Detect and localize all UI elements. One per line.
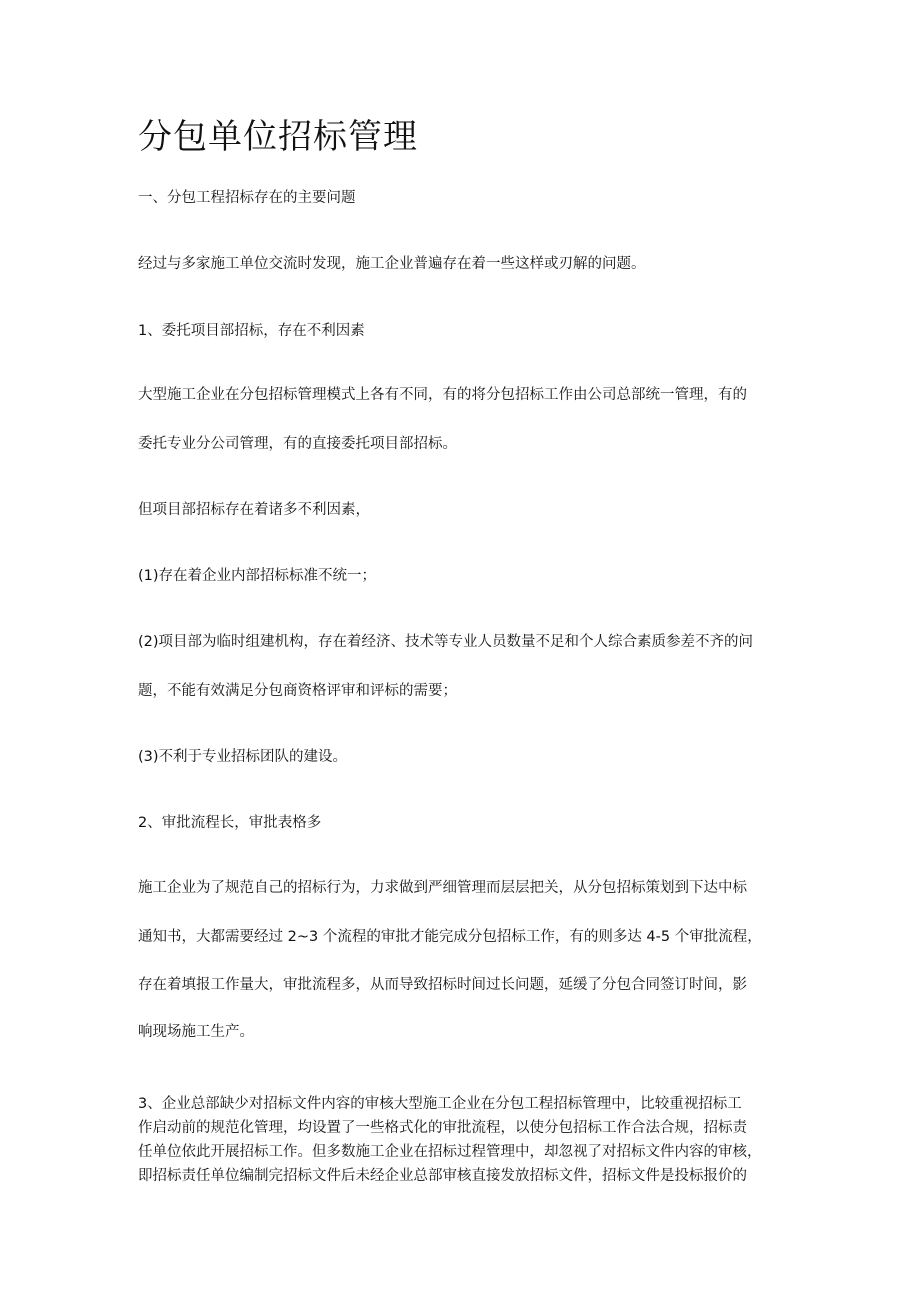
- subsection-2-line: 通知书，大都需要经过 2~3 个流程的审批才能完成分包招标工作，有的则多达 4-5 个审批流程，: [138, 929, 762, 945]
- subsection-3-line: 3、企业总部缺少对招标文件内容的审核大型施工企业在分包工程招标管理中，比较重视招标工: [138, 1096, 742, 1112]
- subsection-1-heading: 1、委托项目部招标，存在不利因素: [138, 323, 365, 339]
- intro-paragraph: 经过与多家施工单位交流时发现，施工企业普遍存在着一些这样或刃解的问题。: [138, 256, 646, 272]
- subsection-2-line: 响现场施工生产。: [138, 1024, 254, 1040]
- page-title: 分包单位招标管理: [138, 117, 418, 157]
- list-item: (1)存在着企业内部招标标准不统一；: [138, 568, 377, 584]
- subsection-1-para-line: 委托专业分公司管理，有的直接委托项目部招标。: [138, 436, 457, 452]
- section-heading: 一、分包工程招标存在的主要问题: [138, 190, 356, 206]
- subsection-1-lead: 但项目部招标存在着诸多不利因素，: [138, 502, 370, 518]
- subsection-3-line: 作启动前的规范化管理，均设置了一些格式化的审批流程，以使分包招标工作合法合规，招标责: [138, 1120, 747, 1136]
- subsection-3-line: 即招标责任单位编制完招标文件后未经企业总部审核直接发放招标文件，招标文件是投标报价的: [138, 1168, 747, 1184]
- list-item: 题，不能有效满足分包商资格评审和评标的需要；: [138, 683, 457, 699]
- subsection-3-line: 任单位依此开展招标工作。但多数施工企业在招标过程管理中，却忽视了对招标文件内容的审核，: [138, 1144, 762, 1160]
- subsection-2-line: 施工企业为了规范自己的招标行为，力求做到严细管理而层层把关，从分包招标策划到下达中标: [138, 880, 747, 896]
- subsection-2-line: 存在着填报工作量大，审批流程多，从而导致招标时间过长问题，延缓了分包合同签订时间，影: [138, 977, 747, 993]
- subsection-2-heading: 2、审批流程长，审批表格多: [138, 815, 322, 831]
- list-item: (2)项目部为临时组建机构，存在着经济、技术等专业人员数量不足和个人综合素质参差不齐的问: [138, 634, 754, 650]
- subsection-1-para-line: 大型施工企业在分包招标管理模式上各有不同，有的将分包招标工作由公司总部统一管理，有的: [138, 387, 747, 403]
- list-item: (3)不利于专业招标团队的建设。: [138, 749, 348, 765]
